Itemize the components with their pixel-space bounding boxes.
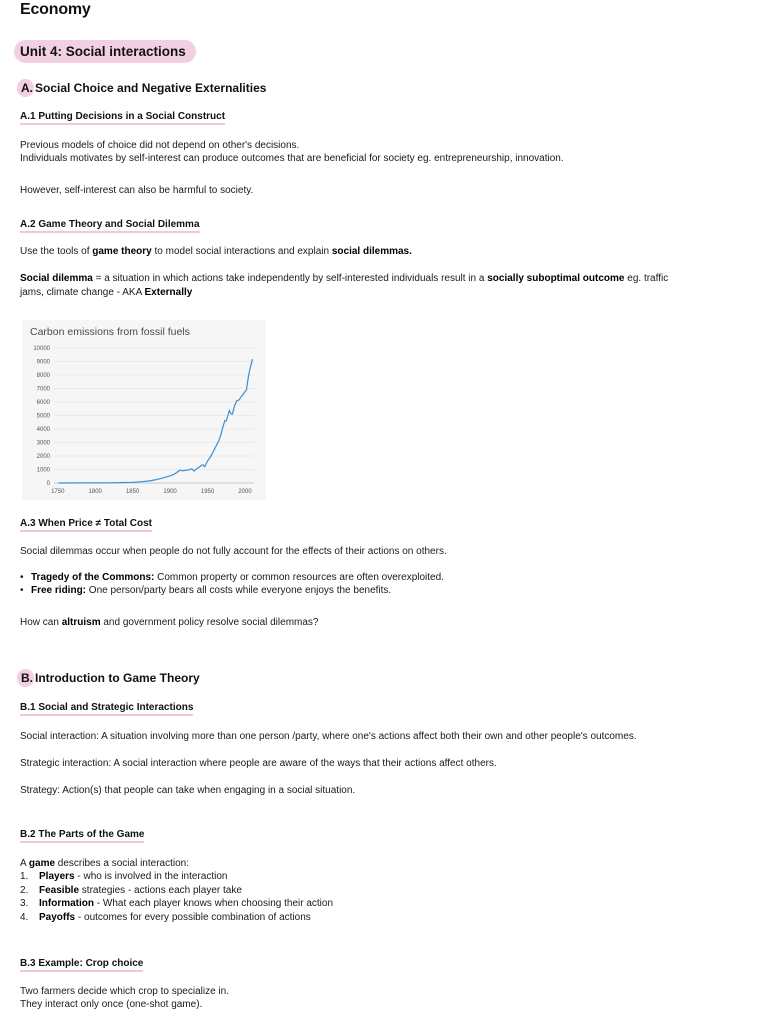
x-tick-label: 1900: [163, 489, 177, 495]
chart-data-point: [232, 414, 233, 415]
b2-intro-text-1: A: [20, 858, 29, 869]
a3-paragraph-1: Social dilemmas occur when people do not fully account for the effects of their actions on others.: [20, 546, 447, 557]
b2-intro: [20, 857, 189, 871]
list-item-number: 4.: [20, 912, 29, 923]
b3-line-2: They interact only once (one-shot game).: [20, 999, 203, 1010]
a2-p1-text-2: to model social interactions and explain: [151, 246, 332, 257]
chart-data-point: [198, 467, 199, 468]
list-item-text: - outcomes for every possible combination of actions: [75, 912, 311, 923]
chart-data-point: [229, 410, 230, 411]
list-item-bold: Players: [39, 871, 75, 882]
chart-data-point: [196, 469, 197, 470]
carbon-emissions-chart: [22, 320, 266, 500]
chart-data-point: [132, 482, 133, 483]
bullet-icon: •: [20, 572, 24, 583]
chart-data-point: [241, 396, 242, 397]
x-tick-label: 1800: [88, 489, 102, 495]
chart-data-point: [110, 482, 111, 483]
y-tick-label: 8000: [36, 373, 50, 379]
y-tick-label: 7000: [36, 386, 50, 393]
b2-intro-text-2: describes a social interaction:: [55, 858, 189, 869]
list-item: [20, 911, 311, 925]
chart-data-point: [162, 478, 163, 479]
unit-heading: Unit 4: Social interactions: [14, 40, 196, 63]
a2-paragraph-1: [20, 245, 412, 259]
section-a-heading: [17, 79, 266, 97]
y-tick-label: 4000: [36, 427, 50, 433]
chart-svg: [22, 320, 266, 500]
chart-data-point: [194, 471, 195, 472]
b1-paragraph-2: Strategic interaction: A social interaction where people are aware of the ways that their actions affect others.: [20, 758, 497, 769]
x-tick-label: 1750: [51, 489, 65, 495]
chart-data-point: [140, 481, 141, 482]
chart-data-point: [179, 470, 180, 471]
a2-p2-text-1: = a situation in which actions take independently by self-interested individuals result in a: [92, 273, 488, 284]
a2-p2-text-3: jams, climate change - AKA: [20, 287, 145, 298]
chart-data-point: [201, 465, 202, 466]
chart-data-point: [249, 371, 250, 372]
chart-data-point: [185, 470, 186, 471]
document-title: Economy: [20, 1, 91, 18]
a3-bullet-2: [20, 584, 391, 598]
a2-p1-text-1: Use the tools of: [20, 246, 93, 257]
a1-line-1: Previous models of choice did not depend on other's decisions.: [20, 140, 300, 151]
chart-data-point: [245, 391, 246, 392]
a1-line-3: However, self-interest can also be harmful to society.: [20, 185, 254, 196]
y-tick-label: 1000: [36, 467, 50, 474]
chart-data-point: [155, 479, 156, 480]
chart-data-point: [183, 470, 184, 471]
chart-data-point: [173, 474, 174, 475]
a2-paragraph-2-line-1: [20, 272, 668, 286]
chart-data-point: [177, 472, 178, 473]
chart-data-point: [226, 421, 227, 422]
subheading-b3: B.3 Example: Crop choice: [20, 958, 143, 972]
list-item-number: 2.: [20, 885, 29, 896]
b1-paragraph-1: Social interaction: A situation involving more than one person /party, where one's actions affect both their own and other people's outcomes.: [20, 731, 637, 742]
chart-data-point: [207, 461, 208, 462]
list-item-bold: Feasible: [39, 885, 80, 896]
subheading-a3: A.3 When Price ≠ Total Cost: [20, 518, 152, 532]
a3-b1-bold: Tragedy of the Commons:: [31, 572, 155, 583]
chart-data-point: [239, 400, 240, 401]
subheading-a1: A.1 Putting Decisions in a Social Construct: [20, 111, 225, 125]
x-tick-label: 1950: [200, 489, 215, 495]
bullet-icon: •: [20, 585, 24, 596]
list-item: [20, 897, 333, 911]
chart-data-point: [58, 483, 59, 484]
chart-data-point: [188, 470, 189, 471]
y-tick-label: 6000: [36, 400, 50, 406]
chart-data-point: [147, 481, 148, 482]
chart-data-point: [222, 428, 223, 429]
section-a-letter: A.: [17, 79, 34, 97]
a3-b2-text: One person/party bears all costs while everyone enjoys the benefits.: [86, 585, 392, 596]
chart-data-point: [170, 475, 171, 476]
chart-data-point: [224, 420, 225, 421]
a3-q-bold: altruism: [61, 617, 101, 628]
a3-bullet-1: [20, 571, 444, 585]
a2-p2-bold-3: Externally: [144, 287, 193, 298]
b3-line-1: Two farmers decide which crop to specialize in.: [20, 986, 229, 997]
list-item: [20, 884, 242, 898]
y-tick-label: 5000: [36, 413, 50, 420]
y-tick-label: 0: [46, 481, 50, 487]
chart-title: Carbon emissions from fossil fuels: [30, 326, 190, 338]
chart-data-point: [246, 389, 247, 390]
a2-p2-bold-2: socially suboptimal outcome: [487, 273, 625, 284]
x-tick-label: 1850: [125, 489, 140, 495]
a3-q-text-2: and government policy resolve social dilemmas?: [100, 617, 319, 628]
chart-data-point: [203, 464, 204, 465]
chart-data-point: [236, 400, 237, 401]
list-item-text: strategies - actions each player take: [79, 885, 242, 896]
a2-p2-bold-1: Social dilemma: [20, 273, 93, 284]
subheading-a2: A.2 Game Theory and Social Dilemma: [20, 219, 200, 233]
chart-data-point: [251, 364, 252, 365]
y-tick-label: 9000: [36, 359, 50, 366]
list-item-number: 1.: [20, 871, 29, 882]
a3-question: [20, 616, 318, 630]
a2-p1-bold-1: game theory: [92, 246, 152, 257]
a3-b2-bold: Free riding:: [31, 585, 87, 596]
chart-data-point: [204, 466, 205, 467]
list-item-bold: Payoffs: [39, 912, 76, 923]
chart-data-point: [248, 379, 249, 380]
y-tick-label: 3000: [36, 440, 50, 447]
chart-data-point: [191, 468, 192, 469]
chart-data-point: [234, 406, 235, 407]
x-tick-label: 2000: [238, 489, 252, 495]
y-tick-label: 2000: [36, 454, 50, 460]
chart-data-point: [215, 448, 216, 449]
a2-p1-bold-2: social dilemmas.: [331, 246, 412, 257]
chart-data-point: [95, 482, 96, 483]
list-item-number: 3.: [20, 898, 29, 909]
section-b-letter: B.: [17, 669, 34, 687]
chart-data-point: [252, 359, 253, 360]
b1-paragraph-3: Strategy: Action(s) that people can take when engaging in a social situation.: [20, 785, 356, 796]
a3-b1-text: Common property or common resources are often overexploited.: [154, 572, 444, 583]
a3-q-text-1: How can: [20, 617, 62, 628]
b2-intro-bold: game: [28, 858, 56, 869]
section-a-title: Social Choice and Negative Externalities: [35, 81, 267, 95]
section-b-title: Introduction to Game Theory: [35, 671, 200, 685]
list-item-text: - who is involved in the interaction: [74, 871, 228, 882]
chart-data-point: [218, 440, 219, 441]
list-item: [20, 870, 227, 884]
chart-data-point: [221, 434, 222, 435]
a1-line-2: Individuals motivates by self-interest can produce outcomes that are beneficial for society eg. entrepreneurship, innovation.: [20, 153, 564, 164]
section-b-heading: [17, 669, 200, 687]
a2-p2-text-2: eg. traffic: [624, 273, 669, 284]
a2-paragraph-2-line-2: [20, 286, 192, 300]
chart-data-point: [230, 413, 231, 414]
chart-data-point: [211, 455, 212, 456]
list-item-text: - What each player knows when choosing their action: [94, 898, 334, 909]
chart-data-point: [243, 394, 244, 395]
subheading-b1: B.1 Social and Strategic Interactions: [20, 702, 193, 716]
subheading-b2: B.2 The Parts of the Game: [20, 829, 144, 843]
y-tick-label: 10000: [33, 346, 50, 352]
chart-data-point: [125, 482, 126, 483]
chart-data-point: [80, 483, 81, 484]
list-item-bold: Information: [39, 898, 94, 909]
